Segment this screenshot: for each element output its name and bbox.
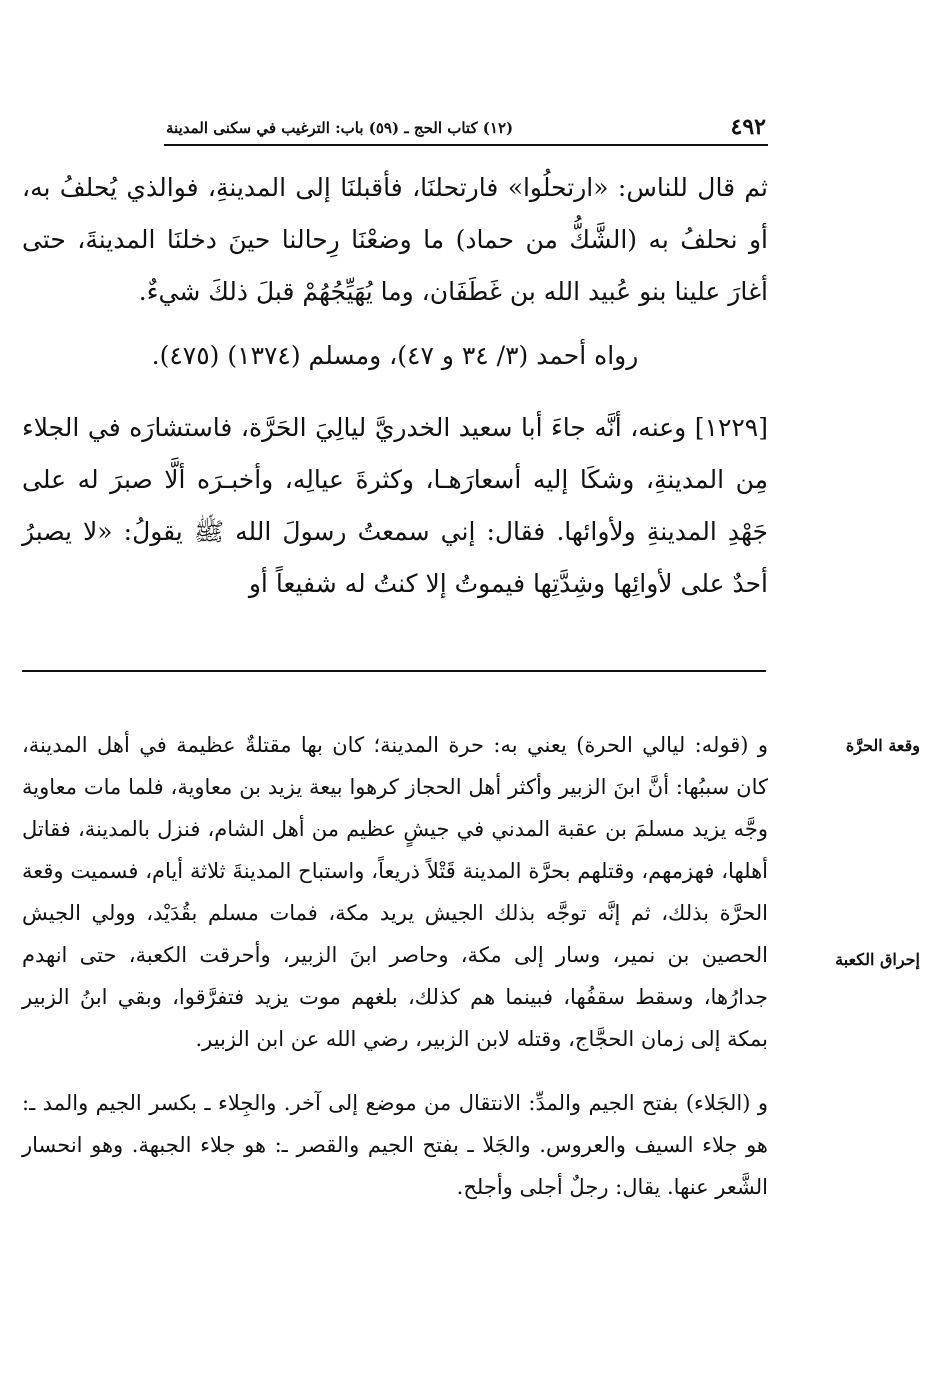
margin-note-kaaba: إحراق الكعبة [835, 950, 920, 969]
hadith-1229: [١٢٢٩] وعنه، أنَّه جاءَ أبا سعيد الخدريَّ ليالِيَ الحَرَّة، فاستشارَه في الجلاء مِن المدينةِ، وشكَا إليه أسعارَهـا، وكثرةَ عيالِه، وأخبـرَه ألَّا صبرَ له على جَهْدِ المدينةِ ولأوائها. فقال: إني سمعتُ رسولَ الله ﷺ يقولُ: «لا يصبرُ أحدٌ على لأوائِها وشِدَّتِها فيموتُ إلا كنتُ له شفيعاً أو [22, 413, 768, 598]
main-text [22, 162, 768, 610]
hadith-continuation: ثم قال للناس: «ارتحلُوا» فارتحلنَا، فأقبلنَا إلى المدينةِ، فوالذي يُحلفُ به، أو نحلفُ به (الشَّكُّ من حماد) ما وضعْنَا رِحالنا حينَ دخلنَا المدينةَ، حتى أغارَ علينا بنو عُبيد الله بن غَطَفَان، وما يُهَيِّجُهُمْ قبلَ ذلكَ شيءٌ. [22, 173, 768, 306]
margin-note-harra: وقعة الحرَّة [845, 736, 920, 755]
page-header [166, 112, 766, 146]
commentary-harra: و (قوله: ليالي الحرة) يعني به: حرة المدينة؛ كان بها مقتلةٌ عظيمة في أهل المدينة، كان سببُها: أنَّ ابنَ الزبير وأكثر أهل الحجاز كرهوا بيعة يزيد بن معاوية، فلما مات معاوية وجَّه يزيد مسلمَ بن عقبة المدني في جيشٍ عظيم من أهل الشام، فنزل بالمدينة، فقاتل أهلها، فهزمهم، وقتلهم بحرَّة المدينة قَتْلاً ذريعاً، واستباح المدينةَ ثلاثة أيام، فسميت وقعة الحرَّة بذلك، ثم إنَّه توجَّه بذلك الجيش يريد مكة، فمات مسلم بقُدَيْد، وولي الجيش الحصين بن نمير، وسار إلى مكة، وحاصر ابنَ الزبير، وأحرقت الكعبة، حتى انهدم جدارُها، وسقط سقفُها، فبينما هم كذلك، بلغهم موت يزيد فتفرَّقوا، وبقي ابنُ الزبير بمكة إلى زمان الحجَّاج، وقتله لابن الزبير، رضي الله عن ابن الزبير. [22, 733, 768, 1051]
commentary [22, 724, 768, 1208]
commentary-jalaa: و (الجَلاء) بفتح الجيم والمدِّ: الانتقال من موضع إلى آخر. والجِلاء ـ بكسر الجيم والمد ـ: هو جلاء السيف والعروس. والجَلا ـ بفتح الجيم والقصر ـ: هو جلاء الجبهة. وهو انحسار الشَّعر عنها. يقال: رجلٌ أجلى وأجلح. [22, 1091, 768, 1199]
page-number: ٤٩٢ [730, 114, 766, 140]
running-title: (١٢) كتاب الحج ـ (٥٩) باب: الترغيب في سكنى المدينة [166, 119, 514, 137]
header-divider [164, 144, 768, 146]
hadith-source: رواه أحمد (٣/ ٣٤ و ٤٧)، ومسلم (١٣٧٤) (٤٧٥). [151, 341, 639, 370]
footnote-divider [22, 670, 766, 672]
